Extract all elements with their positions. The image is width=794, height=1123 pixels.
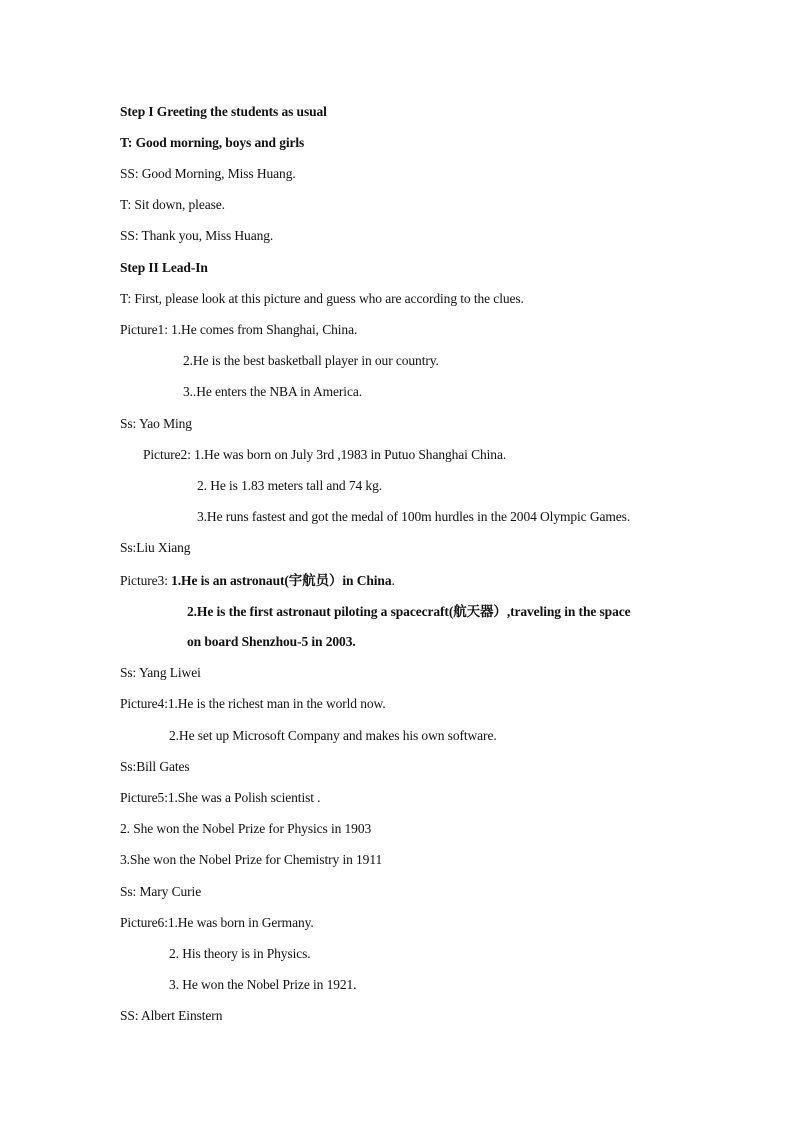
teacher-greeting: T: Good morning, boys and girls [120,135,305,150]
step1-heading: Step I Greeting the students as usual [120,104,327,119]
picture5-clue1: Picture5:1.She was a Polish scientist . [120,790,321,805]
picture3-clue1-text: 1.He is an astronaut(宇航员）in China [171,573,392,588]
picture2-clue2: 2. He is 1.83 meters tall and 74 kg. [197,478,382,493]
picture1-clue2: 2.He is the best basketball player in our country. [183,353,439,368]
picture4-clue2: 2.He set up Microsoft Company and makes his own software. [169,728,497,743]
picture1-answer: Ss: Yao Ming [120,416,192,431]
picture5-answer: Ss: Mary Curie [120,884,202,899]
picture6-clue3: 3. He won the Nobel Prize in 1921. [169,977,357,992]
picture5-clue3: 3.She won the Nobel Prize for Chemistry in 1911 [120,852,383,867]
picture3-clue2: 2.He is the first astronaut piloting a spacecraft(航天器）,traveling in the space [187,604,631,619]
picture5-clue2: 2. She won the Nobel Prize for Physics in 1903 [120,821,372,836]
picture3-label: Picture3: [120,573,172,588]
picture2-clue1: Picture2: 1.He was born on July 3rd ,1983 in Putuo Shanghai China. [143,447,507,462]
picture3-clue1 [120,573,395,589]
teacher-instruction: T: First, please look at this picture and guess who are according to the clues. [120,291,524,306]
step2-heading: Step II Lead-In [120,260,208,275]
picture1-clue3: 3..He enters the NBA in America. [183,384,363,399]
picture4-answer: Ss:Bill Gates [120,759,190,774]
picture6-clue2: 2. His theory is in Physics. [169,946,311,961]
picture4-clue1: Picture4:1.He is the richest man in the world now. [120,696,386,711]
students-greeting: SS: Good Morning, Miss Huang. [120,166,296,181]
picture3-clue2-continued: on board Shenzhou-5 in 2003. [187,634,356,649]
picture3-clue1-period: . [391,573,395,588]
picture2-answer: Ss:Liu Xiang [120,540,191,555]
picture6-answer: SS: Albert Einstern [120,1008,223,1023]
students-thanks: SS: Thank you, Miss Huang. [120,228,274,243]
picture1-clue1: Picture1: 1.He comes from Shanghai, China. [120,322,358,337]
teacher-sit-down: T: Sit down, please. [120,197,225,212]
picture6-clue1: Picture6:1.He was born in Germany. [120,915,314,930]
picture3-answer: Ss: Yang Liwei [120,665,201,680]
picture2-clue3: 3.He runs fastest and got the medal of 100m hurdles in the 2004 Olympic Games. [197,509,631,524]
